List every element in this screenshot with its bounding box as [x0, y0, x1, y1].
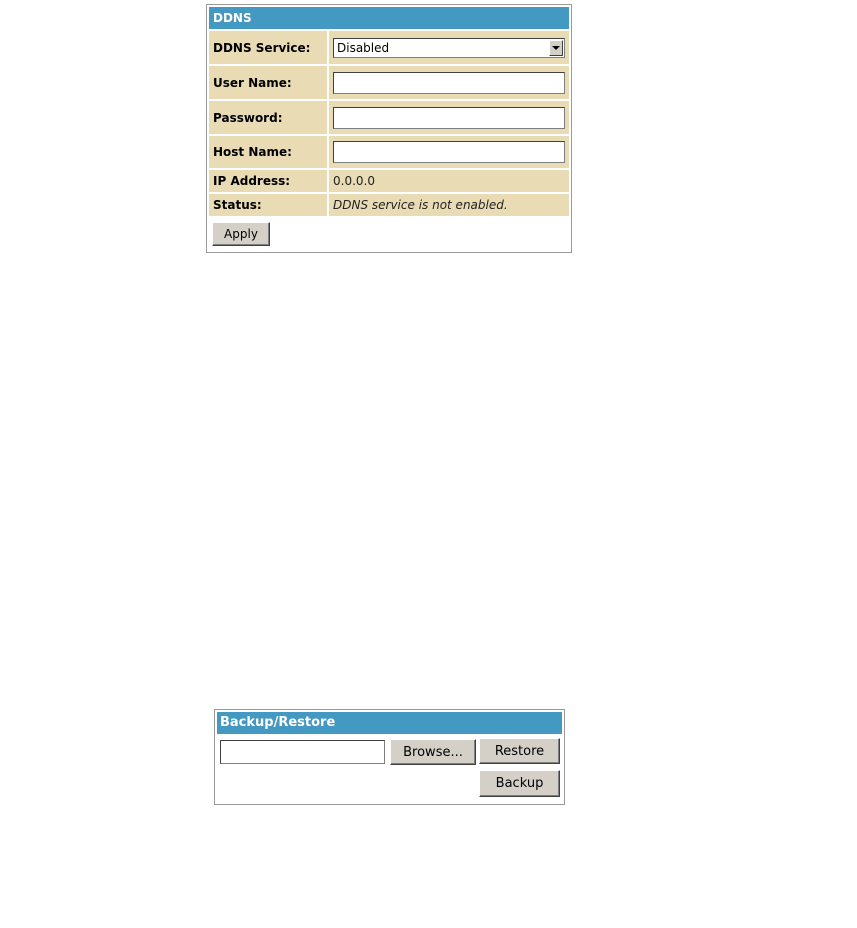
backup-restore-panel	[214, 709, 565, 805]
status-label: Status:	[209, 194, 327, 216]
hostname-cell	[329, 136, 569, 168]
restore-button[interactable]: Restore	[479, 738, 560, 764]
ddns-service-select[interactable]	[333, 38, 565, 58]
username-row	[209, 66, 569, 99]
ip-address-row	[209, 170, 569, 192]
dropdown-button[interactable]	[549, 40, 563, 56]
username-input[interactable]	[333, 72, 565, 94]
ip-address-value: 0.0.0.0	[329, 170, 569, 192]
ddns-panel	[206, 4, 572, 253]
backup-file-input[interactable]	[220, 740, 385, 764]
hostname-input[interactable]	[333, 141, 565, 163]
browse-button[interactable]: Browse...	[390, 739, 476, 765]
ddns-service-row	[209, 31, 569, 64]
password-row	[209, 101, 569, 134]
hostname-label: Host Name:	[209, 136, 327, 168]
password-label: Password:	[209, 101, 327, 134]
username-cell	[329, 66, 569, 99]
ddns-service-label: DDNS Service:	[209, 31, 327, 64]
password-input[interactable]	[333, 107, 565, 129]
chevron-down-icon	[552, 46, 560, 50]
ip-address-label: IP Address:	[209, 170, 327, 192]
backup-restore-header: Backup/Restore	[217, 712, 562, 734]
backup-button[interactable]: Backup	[479, 770, 560, 797]
status-row	[209, 194, 569, 216]
ddns-service-cell	[329, 31, 569, 64]
username-label: User Name:	[209, 66, 327, 99]
status-value: DDNS service is not enabled.	[329, 194, 569, 216]
ddns-header: DDNS	[209, 7, 569, 29]
ddns-service-selected-value: Disabled	[337, 40, 390, 55]
password-cell	[329, 101, 569, 134]
hostname-row	[209, 136, 569, 168]
apply-button[interactable]: Apply	[212, 222, 270, 246]
